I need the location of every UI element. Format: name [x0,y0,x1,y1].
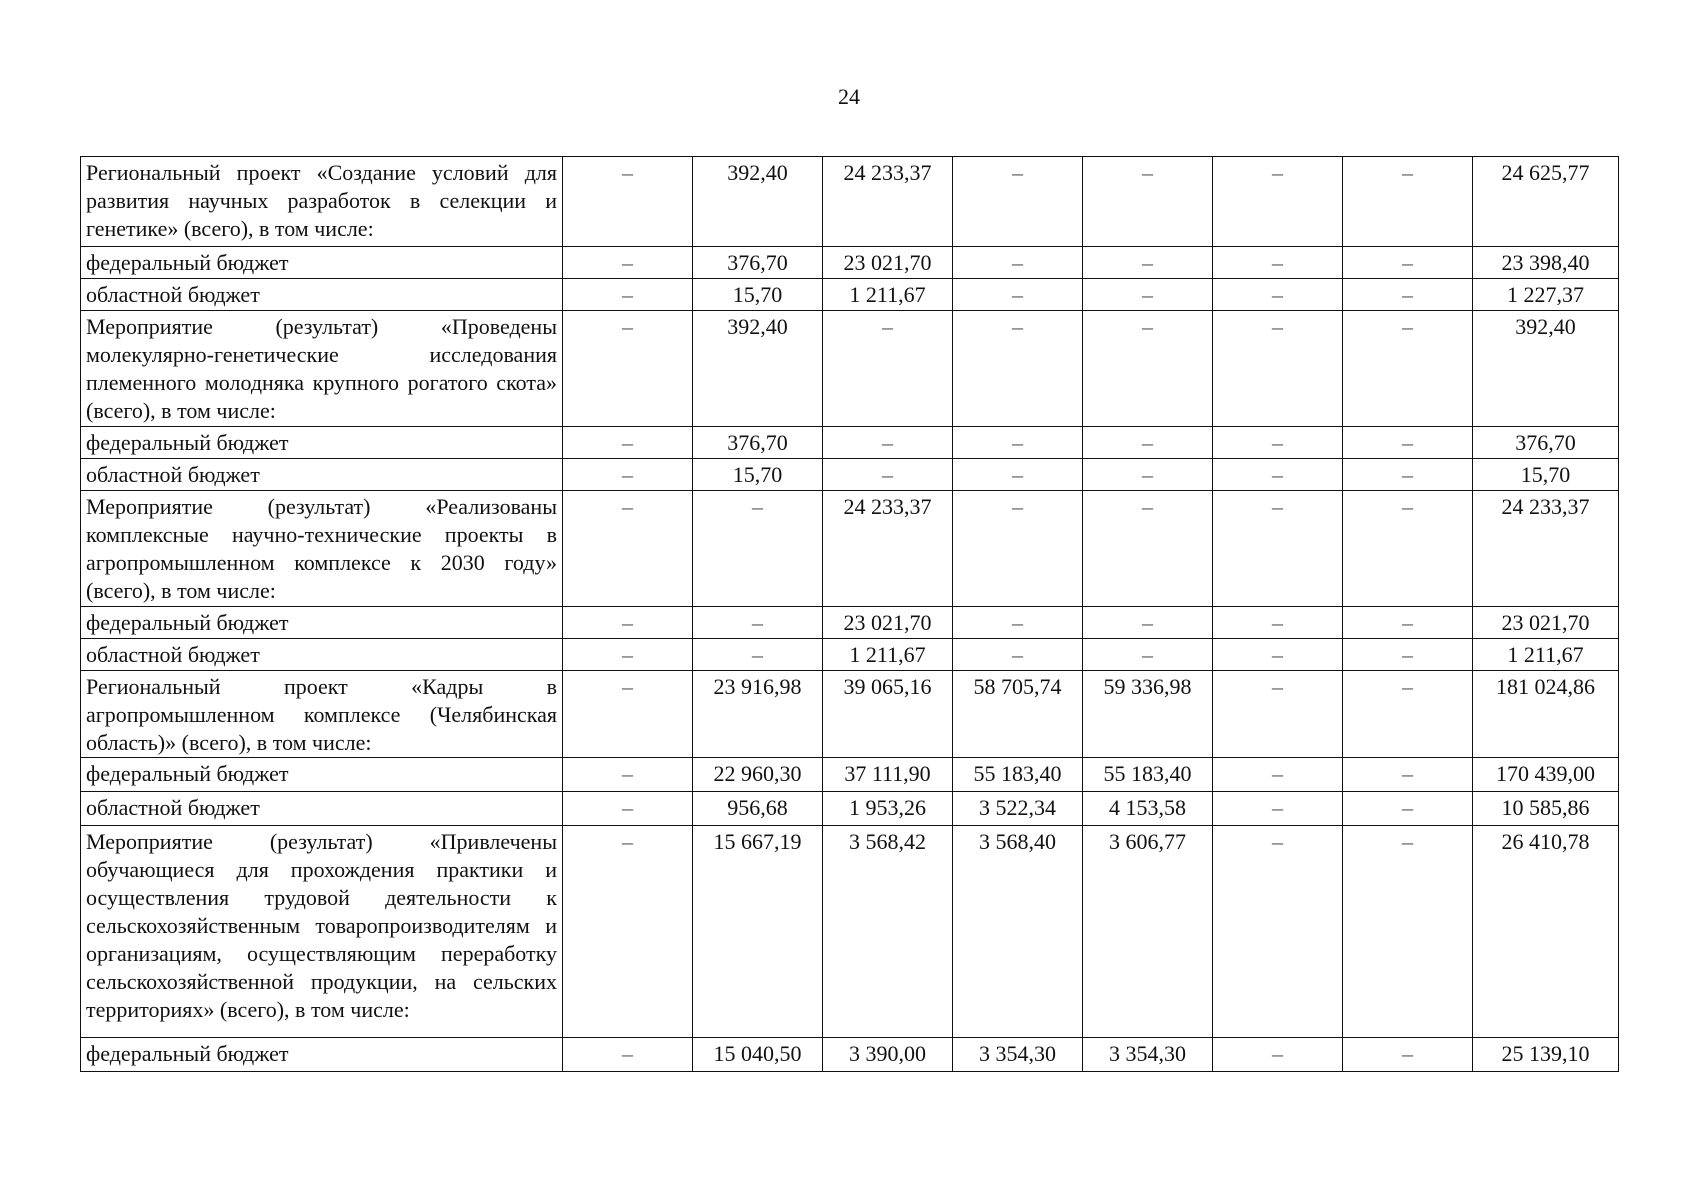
value-cell: 1 211,67 [1473,639,1619,671]
value-cell: 23 021,70 [823,607,953,639]
value-cell: – [1343,491,1473,607]
value-cell: – [563,671,693,758]
value-cell: – [1343,427,1473,459]
table-row [81,607,1619,639]
value-cell: 3 606,77 [1083,826,1213,1038]
value-cell: – [1213,279,1343,311]
value-cell: – [1213,639,1343,671]
value-cell: 1 211,67 [823,279,953,311]
value-cell: – [563,758,693,792]
value-cell: – [1083,607,1213,639]
row-label: Мероприятие (результат) «Реализованы комплексные научно-технические проекты в агропромышленном комплексе к 2030 году» (всего), в том числе: [81,491,563,607]
value-cell: – [563,247,693,279]
value-cell: – [1213,792,1343,826]
row-label: областной бюджет [81,792,563,826]
value-cell: – [1213,671,1343,758]
value-cell: – [1213,459,1343,491]
value-cell: – [1343,279,1473,311]
row-label: Региональный проект «Кадры в агропромышленном комплексе (Челябинская область)» (всего), в том числе: [81,671,563,758]
value-cell: 23 398,40 [1473,247,1619,279]
table-row [81,157,1619,247]
table-row [81,247,1619,279]
row-label: областной бюджет [81,279,563,311]
value-cell: – [1343,1038,1473,1072]
value-cell: 376,70 [693,427,823,459]
value-cell: – [953,459,1083,491]
row-label: Мероприятие (результат) «Проведены молекулярно-генетические исследования племенного молодняка крупного рогатого скота» (всего), в том числе: [81,311,563,427]
value-cell: 37 111,90 [823,758,953,792]
value-cell: 1 211,67 [823,639,953,671]
table-row [81,758,1619,792]
value-cell: 3 568,40 [953,826,1083,1038]
value-cell: – [563,311,693,427]
value-cell: – [563,792,693,826]
value-cell: – [953,311,1083,427]
value-cell: – [1213,427,1343,459]
value-cell: 3 390,00 [823,1038,953,1072]
value-cell: – [563,491,693,607]
table-row [81,1038,1619,1072]
value-cell: 181 024,86 [1473,671,1619,758]
row-label: федеральный бюджет [81,607,563,639]
value-cell: – [953,247,1083,279]
value-cell: 23 916,98 [693,671,823,758]
table-row [81,427,1619,459]
value-cell: – [1343,247,1473,279]
table-row [81,639,1619,671]
value-cell: 3 522,34 [953,792,1083,826]
value-cell: – [1343,671,1473,758]
value-cell: – [563,826,693,1038]
value-cell: – [953,607,1083,639]
table-row [81,459,1619,491]
table-row [81,491,1619,607]
value-cell: 3 354,30 [953,1038,1083,1072]
value-cell: 55 183,40 [953,758,1083,792]
row-label: федеральный бюджет [81,758,563,792]
value-cell: – [1083,491,1213,607]
table-row [81,311,1619,427]
value-cell: 15 667,19 [693,826,823,1038]
value-cell: – [1213,247,1343,279]
value-cell: – [1343,157,1473,247]
value-cell: – [1213,758,1343,792]
value-cell: – [1083,427,1213,459]
value-cell: – [563,157,693,247]
value-cell: 392,40 [693,157,823,247]
value-cell: 3 568,42 [823,826,953,1038]
budget-table [80,156,1619,1072]
value-cell: – [1083,247,1213,279]
table-row [81,279,1619,311]
value-cell: – [953,639,1083,671]
value-cell: 25 139,10 [1473,1038,1619,1072]
value-cell: 24 625,77 [1473,157,1619,247]
value-cell: – [1213,311,1343,427]
value-cell: 24 233,37 [823,491,953,607]
value-cell: – [1343,792,1473,826]
value-cell: 3 354,30 [1083,1038,1213,1072]
value-cell: 956,68 [693,792,823,826]
value-cell: 1 953,26 [823,792,953,826]
value-cell: – [1343,607,1473,639]
value-cell: – [1343,758,1473,792]
value-cell: – [563,459,693,491]
value-cell: – [823,459,953,491]
value-cell: – [563,427,693,459]
value-cell: 376,70 [693,247,823,279]
value-cell: 23 021,70 [823,247,953,279]
value-cell: 24 233,37 [823,157,953,247]
value-cell: – [693,639,823,671]
value-cell: – [563,279,693,311]
value-cell: – [1343,459,1473,491]
row-label: областной бюджет [81,639,563,671]
row-label: областной бюджет [81,459,563,491]
value-cell: – [1343,826,1473,1038]
value-cell: – [1343,311,1473,427]
value-cell: – [563,607,693,639]
value-cell: – [953,157,1083,247]
value-cell: – [953,279,1083,311]
value-cell: 59 336,98 [1083,671,1213,758]
row-label: федеральный бюджет [81,427,563,459]
table-row [81,671,1619,758]
value-cell: – [1083,279,1213,311]
value-cell: – [693,607,823,639]
value-cell: – [953,491,1083,607]
row-label: Региональный проект «Создание условий для развития научных разработок в селекции и генетике» (всего), в том числе: [81,157,563,247]
value-cell: – [823,427,953,459]
value-cell: – [1083,639,1213,671]
value-cell: 392,40 [693,311,823,427]
value-cell: 15,70 [1473,459,1619,491]
value-cell: 55 183,40 [1083,758,1213,792]
value-cell: 10 585,86 [1473,792,1619,826]
table-row [81,792,1619,826]
value-cell: – [1213,607,1343,639]
value-cell: 15,70 [693,279,823,311]
row-label: Мероприятие (результат) «Привлечены обучающиеся для прохождения практики и осуществления трудовой деятельности к сельскохозяйственным товаропроизводителям и организациям, осуществляющим переработку сельскохозяйственной продукции, на сельских территориях» (всего), в том числе: [81,826,563,1038]
value-cell: 392,40 [1473,311,1619,427]
row-label: федеральный бюджет [81,247,563,279]
value-cell: – [1083,459,1213,491]
value-cell: 4 153,58 [1083,792,1213,826]
value-cell: 23 021,70 [1473,607,1619,639]
row-label: федеральный бюджет [81,1038,563,1072]
value-cell: – [1213,491,1343,607]
value-cell: 376,70 [1473,427,1619,459]
page-number: 24 [838,84,860,109]
value-cell: 24 233,37 [1473,491,1619,607]
value-cell: 22 960,30 [693,758,823,792]
value-cell: – [693,491,823,607]
value-cell: 15 040,50 [693,1038,823,1072]
value-cell: 26 410,78 [1473,826,1619,1038]
value-cell: – [953,427,1083,459]
value-cell: – [823,311,953,427]
value-cell: – [1343,639,1473,671]
value-cell: 1 227,37 [1473,279,1619,311]
budget-table-body [81,157,1619,1072]
value-cell: – [1213,1038,1343,1072]
value-cell: – [1083,311,1213,427]
value-cell: – [1083,157,1213,247]
value-cell: 39 065,16 [823,671,953,758]
value-cell: – [563,639,693,671]
value-cell: – [563,1038,693,1072]
value-cell: 15,70 [693,459,823,491]
value-cell: – [1213,826,1343,1038]
value-cell: 170 439,00 [1473,758,1619,792]
table-row [81,826,1619,1038]
value-cell: – [1213,157,1343,247]
value-cell: 58 705,74 [953,671,1083,758]
